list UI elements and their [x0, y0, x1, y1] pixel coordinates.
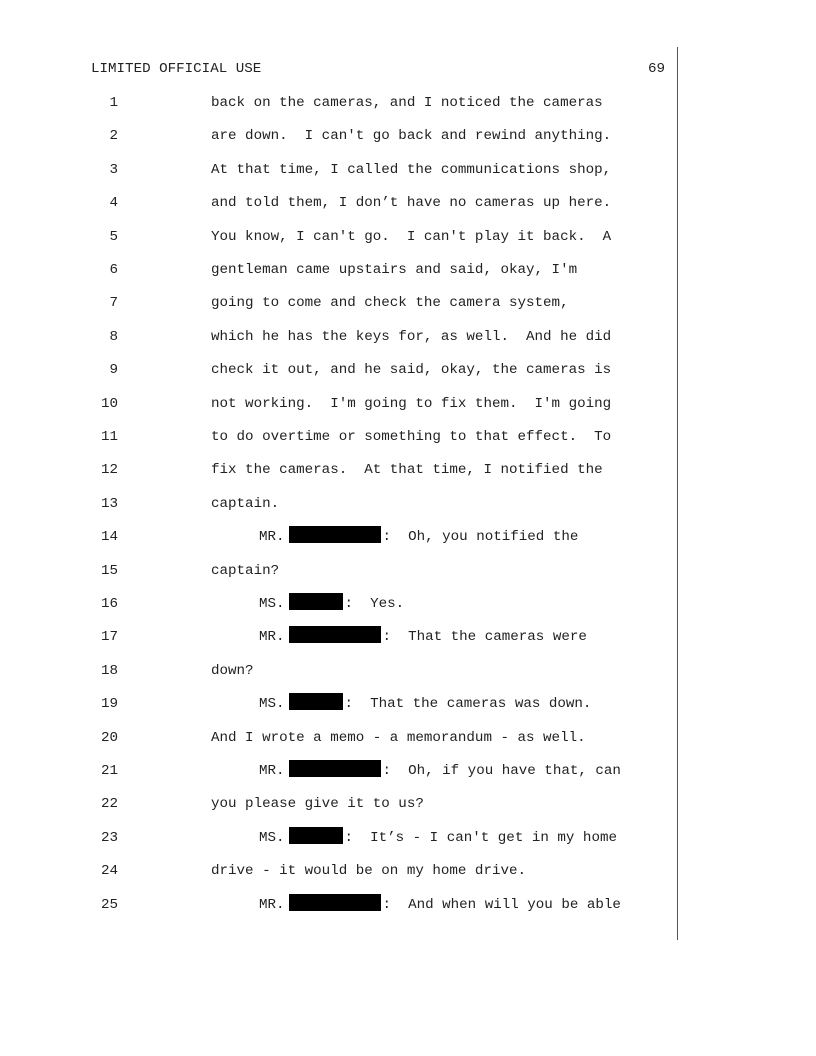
line-number: 5: [109, 228, 118, 245]
transcript-line: [0, 259, 816, 281]
line-number: 9: [109, 362, 118, 379]
line-text-start: drive - it would be on my home drive.: [211, 863, 527, 880]
line-text: [259, 626, 587, 648]
line-text: [211, 393, 611, 415]
line-text-start: going to come and check the camera system,: [211, 295, 569, 312]
line-text-start: MR.: [259, 629, 285, 646]
line-text-start: You know, I can't go. I can't play it back. A: [211, 228, 612, 245]
line-text: [259, 760, 621, 782]
line-number: 12: [100, 462, 118, 479]
transcript-line: [0, 459, 816, 481]
line-text-start: which he has the keys for, as well. And he did: [211, 328, 612, 345]
line-text-start: you please give it to us?: [211, 796, 424, 813]
redaction-box: [289, 526, 381, 543]
line-text: [259, 526, 578, 548]
transcript-line: [0, 693, 816, 715]
line-number: 13: [100, 495, 118, 512]
transcript-line: [0, 827, 816, 849]
line-text-end: : And when will you be able: [382, 896, 621, 913]
line-text: [211, 793, 424, 815]
line-number: 19: [100, 696, 118, 713]
line-text: [211, 426, 611, 448]
transcript-line: [0, 793, 816, 815]
line-number: 1: [109, 95, 118, 111]
line-text-start: MR.: [259, 529, 285, 546]
line-text-start: MS.: [259, 696, 285, 713]
line-text: [211, 860, 526, 882]
line-number: 17: [100, 629, 118, 646]
line-number: 24: [100, 863, 118, 880]
transcript-line: [0, 292, 816, 314]
line-text-start: and told them, I don’t have no cameras up here.: [211, 195, 612, 212]
line-text-end: : Yes.: [344, 596, 405, 612]
line-number: 6: [109, 262, 118, 278]
line-number: 2: [109, 128, 118, 145]
line-number: 20: [100, 729, 118, 746]
line-text: [259, 693, 591, 715]
transcript-line: [0, 626, 816, 648]
line-number: 16: [100, 596, 118, 612]
line-text-end: : Oh, you notified the: [382, 529, 579, 546]
transcript-line: [0, 560, 816, 582]
page-number: 69: [648, 61, 666, 77]
line-text: [259, 593, 404, 615]
line-text-start: down?: [211, 662, 254, 679]
line-text: [211, 159, 611, 181]
line-number: 3: [109, 161, 118, 178]
line-number: 22: [100, 796, 118, 813]
line-text: [211, 192, 611, 214]
line-text-start: MS.: [259, 596, 285, 612]
line-number: 21: [100, 763, 118, 779]
line-text: [211, 660, 254, 682]
redaction-box: [289, 827, 343, 844]
line-number: 7: [109, 295, 118, 312]
line-text-start: captain.: [211, 495, 280, 512]
redaction-box: [289, 626, 381, 643]
transcript-line: [0, 860, 816, 882]
line-number: 23: [100, 829, 118, 846]
line-text-start: not working. I'm going to fix them. I'm going: [211, 395, 612, 412]
line-text: [211, 92, 603, 114]
line-number: 15: [100, 562, 118, 579]
line-text: [211, 727, 586, 749]
line-text: [211, 459, 603, 481]
transcript-line: [0, 593, 816, 615]
line-text: [211, 292, 569, 314]
line-text-start: MR.: [259, 896, 285, 913]
transcript-line: [0, 426, 816, 448]
line-text: [211, 326, 611, 348]
line-text: [211, 259, 577, 281]
line-text-start: check it out, and he said, okay, the cameras is: [211, 362, 612, 379]
line-number: 10: [100, 395, 118, 412]
line-text-start: back on the cameras, and I noticed the cameras: [211, 95, 603, 111]
line-text: [211, 359, 611, 381]
line-text: [211, 560, 279, 582]
transcript-line: [0, 760, 816, 782]
transcript-line: [0, 894, 816, 916]
line-number: 11: [100, 429, 118, 445]
line-text-start: MS.: [259, 829, 285, 846]
line-text-start: are down. I can't go back and rewind anything.: [211, 128, 612, 145]
redaction-box: [289, 693, 343, 710]
line-text-start: MR.: [259, 763, 285, 779]
line-text: [259, 894, 621, 916]
line-text-end: : That the cameras was down.: [344, 696, 592, 713]
transcript-line: [0, 326, 816, 348]
transcript-line: [0, 493, 816, 515]
line-number: 18: [100, 662, 118, 679]
header-classification: LIMITED OFFICIAL USE: [91, 61, 262, 77]
line-text-end: : It’s - I can't get in my home: [344, 829, 617, 846]
line-text-start: And I wrote a memo - a memorandum - as well.: [211, 729, 586, 746]
transcript-line: [0, 727, 816, 749]
transcript-line: [0, 159, 816, 181]
line-number: 14: [100, 529, 118, 546]
line-text-start: fix the cameras. At that time, I notified the: [211, 462, 603, 479]
line-text-start: gentleman came upstairs and said, okay, I'm: [211, 262, 578, 278]
transcript-line: [0, 359, 816, 381]
transcript-line: [0, 92, 816, 114]
line-number: 8: [109, 328, 118, 345]
transcript-line: [0, 192, 816, 214]
transcript-line: [0, 125, 816, 147]
line-text: [211, 125, 611, 147]
line-text-start: captain?: [211, 562, 280, 579]
redaction-box: [289, 894, 381, 911]
line-text-end: : Oh, if you have that, can: [382, 763, 621, 779]
redaction-box: [289, 760, 381, 777]
line-text: [211, 493, 279, 515]
transcript-line: [0, 660, 816, 682]
line-text-start: to do overtime or something to that effect. To: [211, 429, 612, 445]
line-number: 4: [109, 195, 118, 212]
line-text-end: : That the cameras were: [382, 629, 587, 646]
line-text-start: At that time, I called the communications shop,: [211, 161, 612, 178]
transcript-line: [0, 393, 816, 415]
transcript-line: [0, 526, 816, 548]
redaction-box: [289, 593, 343, 610]
line-text: [211, 226, 611, 248]
line-number: 25: [100, 896, 118, 913]
transcript-line: [0, 226, 816, 248]
line-text: [259, 827, 617, 849]
